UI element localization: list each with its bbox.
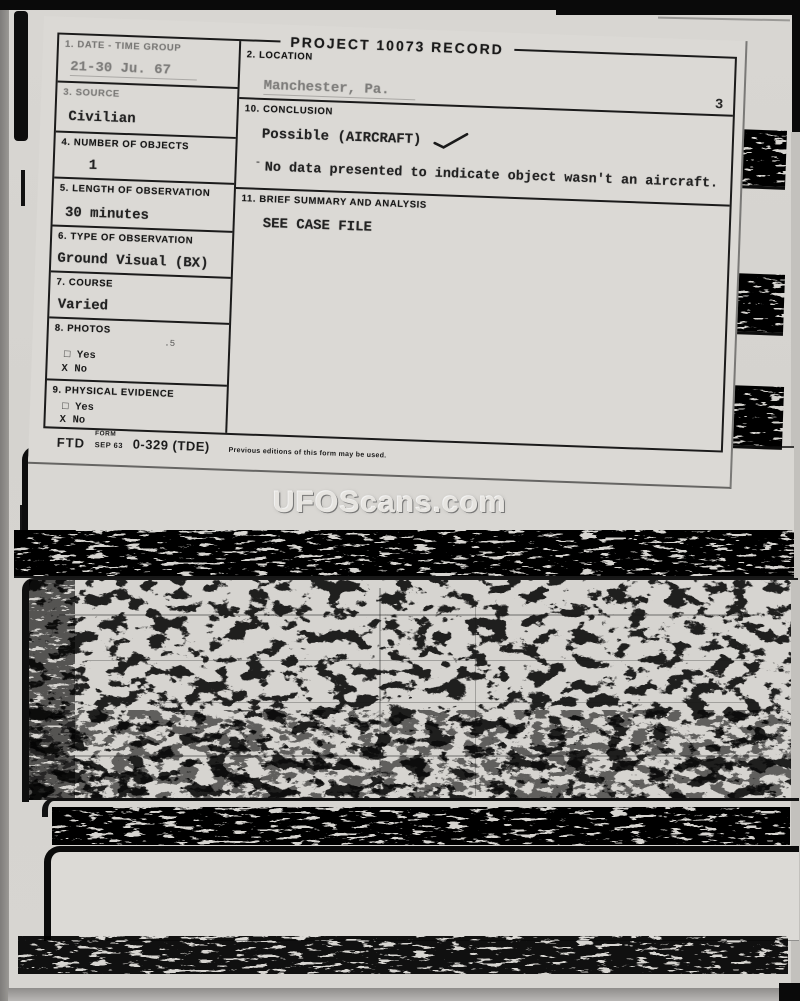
checkbox-no bbox=[61, 363, 87, 376]
field-value: Ground Visual (BX) bbox=[57, 250, 209, 273]
noise-texture-left bbox=[29, 580, 75, 800]
noise-chip bbox=[733, 273, 785, 336]
field-number-of-objects bbox=[54, 132, 236, 184]
field-source bbox=[56, 83, 238, 139]
field-value: Manchester, Pa. bbox=[263, 78, 416, 100]
field-value: 21-30 Ju. 67 bbox=[70, 59, 197, 81]
degraded-sheet bbox=[22, 578, 798, 802]
footer-form-word: FORM bbox=[94, 430, 117, 438]
field-physical-evidence bbox=[45, 380, 226, 428]
checkbox-yes bbox=[64, 349, 96, 362]
checkbox-label: No bbox=[74, 363, 88, 376]
checkbox-x-icon: X bbox=[59, 413, 67, 427]
footer-agency: FTD bbox=[56, 434, 86, 451]
field-photos bbox=[47, 318, 229, 386]
footer-form-number bbox=[132, 436, 210, 454]
blank-card bbox=[44, 846, 799, 941]
scan-bottom-right-corner bbox=[779, 983, 800, 1001]
scan-right-border bbox=[792, 0, 800, 132]
field-label: 9. PHYSICAL EVIDENCE bbox=[52, 384, 175, 400]
streak-line-vertical bbox=[475, 600, 476, 796]
footer-form-id bbox=[95, 430, 124, 450]
watermark: UFOScans.com bbox=[273, 486, 507, 519]
scan-artifact-blob bbox=[14, 11, 28, 141]
field-label: 6. TYPE OF OBSERVATION bbox=[57, 230, 194, 247]
scan-bottom-strip bbox=[8, 988, 792, 1001]
noise-chip bbox=[728, 385, 784, 450]
noise-chip bbox=[737, 129, 787, 190]
checkbox-label: Yes bbox=[76, 349, 96, 363]
field-label: 4. NUMBER OF OBJECTS bbox=[61, 136, 190, 153]
noise-band-1 bbox=[14, 530, 794, 578]
field-value: 30 minutes bbox=[64, 204, 150, 224]
streak-line bbox=[59, 614, 759, 616]
field-length-of-observation bbox=[52, 178, 234, 232]
streak-line bbox=[89, 660, 749, 661]
form-number-text: 0-329 bbox=[132, 436, 169, 453]
field-course bbox=[49, 272, 231, 324]
field-value: 1 bbox=[88, 157, 98, 174]
checkbox-yes bbox=[62, 401, 94, 414]
checkbox-empty-icon: □ bbox=[63, 348, 71, 362]
field-type-of-observation bbox=[51, 226, 233, 278]
streak-line bbox=[69, 755, 769, 757]
noise-band-3 bbox=[18, 936, 788, 974]
conclusion-note bbox=[254, 158, 718, 192]
field-label: 7. COURSE bbox=[56, 276, 114, 290]
handwritten-checkmark-icon bbox=[431, 130, 470, 151]
field-label: 10. CONCLUSION bbox=[244, 103, 334, 118]
form-suffix-text: (TDE) bbox=[172, 437, 211, 455]
field-value: Civilian bbox=[68, 108, 136, 128]
field-value bbox=[262, 124, 470, 151]
form-left-column bbox=[45, 35, 241, 433]
stray-mark: - bbox=[254, 157, 262, 169]
stray-mark: .5 bbox=[164, 338, 176, 349]
checkbox-x-icon: X bbox=[61, 362, 68, 376]
note-text: No data presented to indicate object wasn't an aircraft. bbox=[264, 160, 719, 192]
conclusion-text: Possible (AIRCRAFT) bbox=[261, 126, 422, 149]
field-value: Varied bbox=[57, 296, 109, 315]
scan-left-edge bbox=[0, 0, 9, 1001]
scan-top-border-right bbox=[556, 0, 800, 15]
noise-band-2 bbox=[52, 807, 790, 845]
field-label: 3. SOURCE bbox=[63, 86, 121, 100]
form-right-column bbox=[227, 41, 735, 450]
field-value: SEE CASE FILE bbox=[262, 215, 373, 236]
checkbox-empty-icon: □ bbox=[61, 400, 69, 414]
field-label: 5. LENGTH OF OBSERVATION bbox=[59, 182, 211, 200]
streak-line-vertical bbox=[379, 588, 381, 796]
checkbox-label: No bbox=[72, 414, 86, 427]
page-number: 3 bbox=[714, 97, 724, 114]
field-conclusion bbox=[236, 99, 733, 207]
field-label: 8. PHOTOS bbox=[54, 322, 111, 336]
field-label: 11. BRIEF SUMMARY AND ANALYSIS bbox=[241, 193, 428, 211]
field-brief-summary bbox=[227, 189, 729, 447]
checkbox-no bbox=[59, 414, 85, 427]
streak-line bbox=[149, 702, 759, 703]
scan-artifact-dash bbox=[21, 170, 25, 206]
field-label: 1. DATE - TIME GROUP bbox=[64, 38, 182, 54]
checkbox-label: Yes bbox=[74, 401, 95, 415]
field-label: 2. LOCATION bbox=[246, 49, 313, 63]
form-title: PROJECT 10073 RECORD bbox=[280, 33, 514, 57]
footer-form-date: SEP 63 bbox=[94, 440, 124, 451]
project-10073-record-form bbox=[28, 16, 748, 489]
footer-note: Previous editions of this form may be used. bbox=[228, 446, 387, 460]
field-date-time-group bbox=[58, 35, 240, 89]
